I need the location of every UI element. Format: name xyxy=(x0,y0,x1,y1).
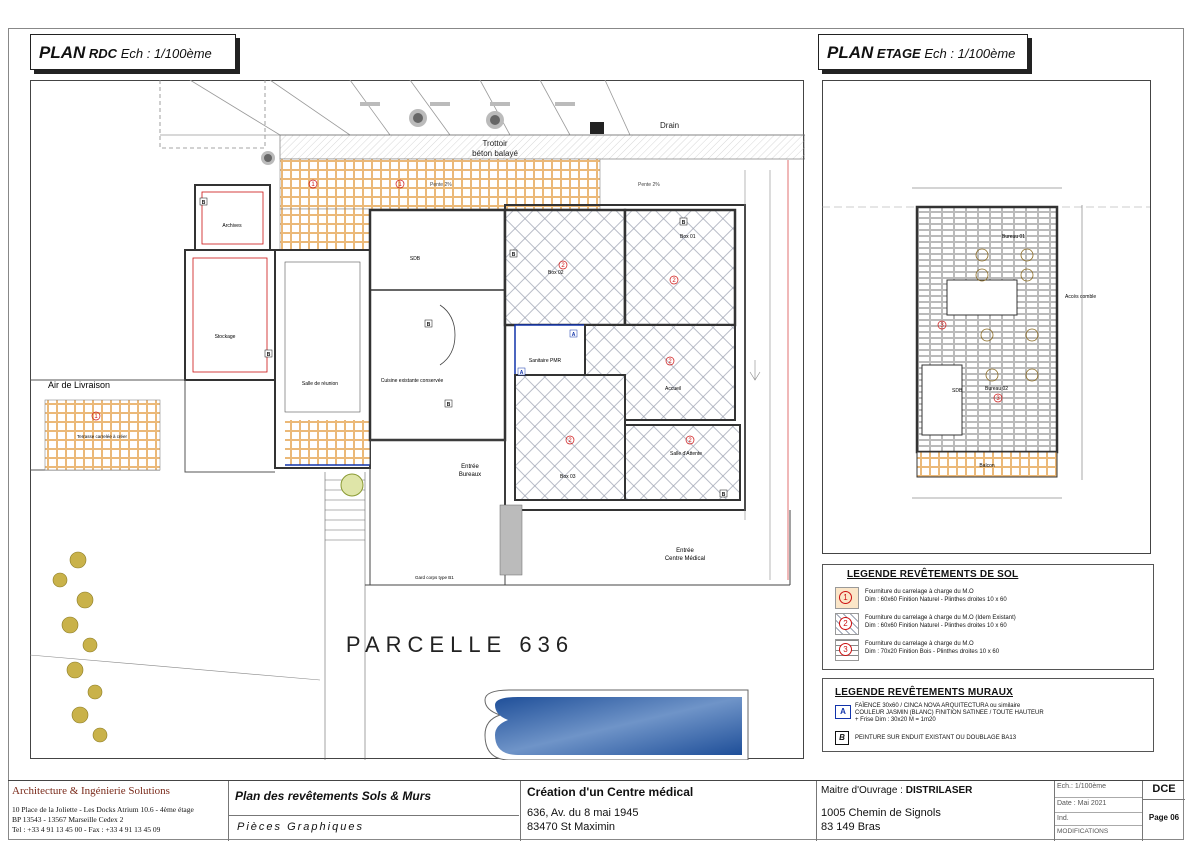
hedge xyxy=(500,505,522,575)
svg-text:A: A xyxy=(519,370,524,376)
client-label: Maitre d'Ouvrage : xyxy=(821,785,903,796)
plan-rdc-title-main: PLAN xyxy=(39,43,86,62)
legend-mark-2: 2 xyxy=(839,617,852,630)
plan-etage-title-main: PLAN xyxy=(827,43,874,62)
legend-sol-items xyxy=(835,585,1145,663)
planting-zone xyxy=(160,80,265,148)
svg-text:2: 2 xyxy=(668,359,672,365)
legend-sol-2-line2: Dim : 60x60 Finition Naturel - Plinthes droites 10 x 60 xyxy=(865,623,1007,629)
svg-text:1: 1 xyxy=(94,414,98,420)
parcelle-label: PARCELLE 636 xyxy=(345,632,575,657)
plan-etage-scale: Ech : 1/100ème xyxy=(924,46,1016,61)
legend-muraux-a-line3: + Frise Dim : 30x20 M = 1m20 xyxy=(855,717,936,723)
trottoir-band xyxy=(280,135,805,159)
legend-mark-a: A xyxy=(835,705,851,719)
pente-label-1: Pente 2% xyxy=(430,182,452,188)
salle-attente-label: Salle d'Attente xyxy=(670,451,703,457)
stockage-room xyxy=(185,250,275,380)
drawing-title: Plan des revêtements Sols & Murs xyxy=(235,789,432,803)
legend-sol-item-1 xyxy=(835,585,1145,611)
tb-phase xyxy=(1142,781,1184,841)
accueil-label: Accueil xyxy=(665,386,682,392)
meta-ech: Ech.: 1/100ème xyxy=(1057,783,1107,790)
salle-attente-room xyxy=(625,425,740,500)
bureau2-label: Bureau 02 xyxy=(985,386,1009,392)
drain-label: Drain xyxy=(660,121,680,130)
legend-mark-b: B xyxy=(835,731,849,745)
legend-muraux-title: LEGENDE REVÊTEMENTS MURAUX xyxy=(835,687,1013,698)
cuisine-label: Cuisine existante conservée xyxy=(380,378,444,384)
svg-text:1: 1 xyxy=(398,182,402,188)
stockage-label: Stockage xyxy=(214,334,236,340)
acces-comble-label: Accès comble xyxy=(1065,294,1097,300)
archives-label: Archives xyxy=(222,223,242,229)
meta-ind: Ind. xyxy=(1057,815,1069,822)
entree-medical-2: Centre Médical xyxy=(664,556,706,562)
box01-room xyxy=(625,210,735,325)
svg-text:2: 2 xyxy=(672,278,676,284)
tb-meta xyxy=(1054,781,1142,841)
svg-text:3: 3 xyxy=(940,323,944,329)
legend-sol-3-line1: Fourniture du carrelage à charge du M.O xyxy=(865,641,974,647)
stair-void xyxy=(947,280,1017,315)
svg-text:B: B xyxy=(266,352,271,358)
svg-text:3: 3 xyxy=(996,396,1000,402)
client-name: DISTRILASER xyxy=(905,785,973,796)
legend-muraux-b-line1: PEINTURE SUR ENDUIT EXISTANT OU DOUBLAGE BA13 xyxy=(855,735,1017,741)
legend-sol-title: LEGENDE REVÊTEMENTS DE SOL xyxy=(847,569,1019,580)
sanitaire-label: Sanitaire PMR xyxy=(528,358,562,364)
svg-text:B: B xyxy=(446,402,451,408)
balcon-label: Balcon xyxy=(979,463,995,469)
svg-text:B: B xyxy=(511,252,516,258)
title-block xyxy=(8,780,1184,841)
svg-text:B: B xyxy=(681,220,686,226)
client-addr2: 83 149 Bras xyxy=(821,821,881,833)
legend-muraux xyxy=(822,678,1154,752)
beton-label: béton balayé xyxy=(472,149,518,158)
plan-rdc-title-sub: RDC xyxy=(88,46,118,61)
client-addr1: 1005 Chemin de Signols xyxy=(821,807,941,819)
legend-sol-item-3 xyxy=(835,637,1145,663)
pente-label-2: Pente 2% xyxy=(638,182,660,188)
legend-sol-1-line1: Fourniture du carrelage à charge du M.O xyxy=(865,589,974,595)
tb-drawing xyxy=(228,781,520,841)
svg-text:1: 1 xyxy=(311,182,315,188)
svg-text:2: 2 xyxy=(561,263,565,269)
parking-area xyxy=(160,80,805,135)
plan-etage-title xyxy=(827,43,1015,63)
plan-rdc-title-box xyxy=(30,34,236,70)
legend-sol-1-line2: Dim : 60x60 Finition Naturel - Plinthes droites 10 x 60 xyxy=(865,597,1007,603)
etage-sdb-label: SDB xyxy=(952,388,963,394)
entree-bureaux-2: Bureaux xyxy=(458,472,482,478)
plan-rdc-drawing xyxy=(30,80,805,760)
company-name: Architecture & Ingénierie Solutions xyxy=(12,785,170,797)
legend-muraux-a-line1: FAÏENCE 30x60 / CINCA NOVA ARQUITECTURA ou similaire xyxy=(855,703,1021,709)
etage-sdb-room xyxy=(922,365,962,435)
svg-text:2: 2 xyxy=(688,438,692,444)
stairs xyxy=(325,472,365,760)
plan-etage-title-sub: ETAGE xyxy=(876,46,921,61)
legend-muraux-a-line2: COULEUR JASMIN (BLANC) FINITION SATINEE / TOUTE HAUTEUR xyxy=(855,710,1044,716)
lower-terrace xyxy=(370,440,505,585)
box03-label: Box 03 xyxy=(560,474,576,480)
meta-date: Date : Mai 2021 xyxy=(1057,800,1107,807)
company-addr1: 10 Place de la Joliette - Les Docks Atrium 10.6 - 4ème étage xyxy=(12,805,194,814)
company-addr2: BP 13543 - 13567 Marseille Cedex 2 xyxy=(12,815,124,824)
plan-etage-drawing xyxy=(822,80,1182,555)
project-title: Création d'un Centre médical xyxy=(527,785,694,799)
tb-company xyxy=(8,781,228,841)
box01-label: Box 01 xyxy=(680,234,696,240)
client-line xyxy=(821,785,972,796)
plan-etage-title-box xyxy=(818,34,1028,70)
drain-box xyxy=(590,122,604,134)
plan-rdc-scale: Ech : 1/100ème xyxy=(120,46,212,61)
svg-text:B: B xyxy=(721,492,726,498)
salle-reunion-label: Salle de réunion xyxy=(301,381,339,387)
svg-text:A: A xyxy=(571,332,576,338)
drawing-sub: Pièces Graphiques xyxy=(237,821,364,833)
legend-sol-2-line1: Fourniture du carrelage à charge du M.O (Idem Existant) xyxy=(865,615,1016,621)
bureau1-label: Bureau 01 xyxy=(1002,234,1026,240)
ramp xyxy=(745,160,788,580)
phase-label: DCE xyxy=(1152,783,1176,795)
meta-modifications: MODIFICATIONS xyxy=(1057,828,1109,835)
legend-sol-item-2 xyxy=(835,611,1145,637)
svg-text:B: B xyxy=(426,322,431,328)
entree-medical-1: Entrée xyxy=(676,548,694,554)
svg-text:2: 2 xyxy=(568,438,572,444)
tb-client xyxy=(816,781,1054,841)
company-contact: Tel : +33 4 91 13 45 00 - Fax : +33 4 91 13 45 09 xyxy=(12,825,161,834)
box02-label: Box 02 xyxy=(548,270,564,276)
sdb-label: SDB xyxy=(409,256,421,262)
entree-bureaux-1: Entrée xyxy=(461,464,479,470)
air-livraison-label: Air de Livraison xyxy=(48,380,111,390)
page-label: Page 06 xyxy=(1148,813,1180,822)
pool-water xyxy=(495,697,742,755)
tb-project xyxy=(520,781,816,841)
terrasse-label: Terrasse carrelée à créer xyxy=(76,434,128,439)
archives-room xyxy=(195,185,270,250)
project-addr2: 83470 St Maximin xyxy=(527,821,616,833)
legend-sol xyxy=(822,564,1154,670)
legend-mark-3: 3 xyxy=(839,643,852,656)
legend-sol-3-line2: Dim : 70x20 Finition Bois - Plinthes droites 10 x 60 xyxy=(865,649,1000,655)
project-addr1: 636, Av. du 8 mai 1945 xyxy=(527,807,639,819)
svg-text:B: B xyxy=(201,200,206,206)
garde-corps-label: Gard corps type B1 xyxy=(415,575,454,580)
box02-room xyxy=(505,210,625,325)
cuisine-block xyxy=(370,210,505,440)
trottoir-label: Trottoir xyxy=(482,139,508,148)
tree-small xyxy=(341,474,363,496)
trees-left xyxy=(53,552,107,742)
legend-mark-1: 1 xyxy=(839,591,852,604)
plan-rdc-title xyxy=(39,43,212,63)
